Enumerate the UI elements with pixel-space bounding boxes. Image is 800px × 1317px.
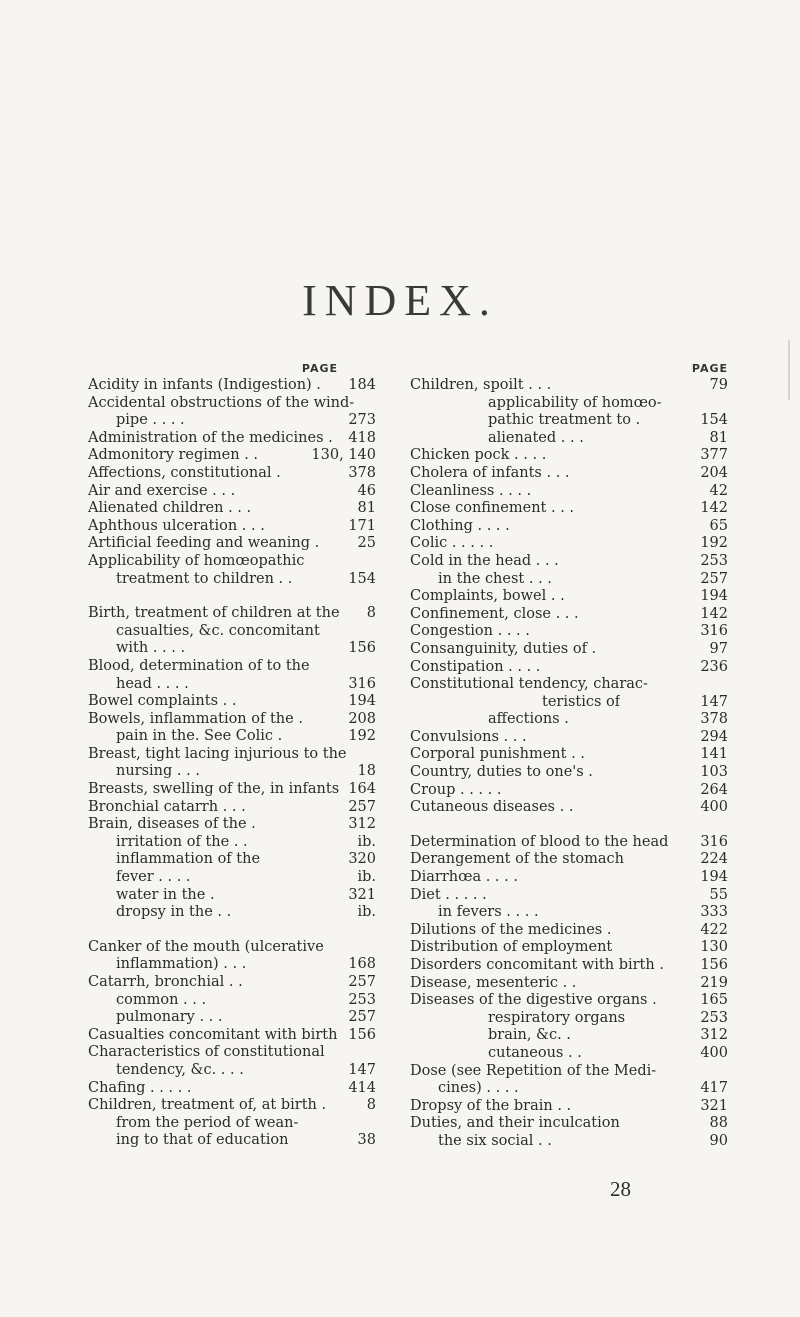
entry-text: fever . . . . — [116, 869, 191, 886]
index-entry — [88, 746, 376, 764]
entry-page-ref: 257 — [700, 570, 728, 587]
index-entry — [88, 553, 376, 571]
entry-text: Croup . . . . . — [410, 781, 502, 798]
index-entry — [410, 904, 728, 922]
index-entry — [410, 659, 728, 677]
index-entry — [88, 904, 376, 922]
index-entry — [410, 992, 728, 1010]
index-entry — [88, 781, 376, 799]
entry-text: Corporal punishment . . — [410, 746, 585, 763]
entry-page-ref: 154 — [700, 412, 728, 429]
entry-text: Derangement of the stomach — [410, 851, 625, 868]
index-entry — [410, 975, 728, 993]
entry-text: Birth, treatment of children at the — [88, 605, 340, 622]
entry-text: casualties, &c. concomitant — [116, 622, 320, 639]
index-entry — [410, 641, 728, 659]
entry-page-ref: ib. — [357, 833, 376, 850]
index-entry — [88, 693, 376, 711]
index-entry — [88, 535, 376, 553]
entry-page-ref: 257 — [348, 974, 376, 990]
entry-page-ref: 90 — [709, 1132, 728, 1149]
entry-page-ref: 264 — [700, 781, 728, 798]
entry-text: Cholera of infants . . . — [410, 464, 570, 481]
entry-text: in fevers . . . . — [438, 904, 539, 921]
entry-list-left — [88, 377, 376, 1150]
index-entry — [410, 1098, 728, 1116]
entry-text: Affections, constitutional . — [88, 464, 281, 481]
entry-page-ref: 142 — [700, 605, 728, 622]
entry-text: from the period of wean- — [116, 1114, 299, 1131]
entry-text: Applicability of homœopathic — [88, 552, 305, 569]
index-entry — [88, 974, 376, 992]
entry-text: Cleanliness . . . . — [410, 482, 532, 499]
index-entry — [88, 816, 376, 834]
index-entry — [88, 851, 376, 869]
entry-text: Consanguinity, duties of . — [410, 640, 597, 657]
index-entry — [88, 395, 376, 413]
entry-page-ref: 321 — [700, 1097, 728, 1114]
index-entry — [410, 588, 728, 606]
entry-page-ref: ib. — [357, 904, 376, 921]
index-entry — [410, 395, 728, 413]
entry-text: Breast, tight lacing injurious to the — [88, 745, 347, 762]
index-entry — [410, 887, 728, 905]
entry-text: applicability of homœo- — [488, 394, 662, 411]
index-entry — [88, 1097, 376, 1115]
index-entry — [88, 834, 376, 852]
entry-page-ref: 18 — [357, 763, 376, 780]
entry-page-ref: 194 — [700, 588, 728, 605]
entry-page-ref: 8 — [366, 1097, 376, 1114]
entry-text: brain, &c. . — [488, 1027, 571, 1044]
entry-text: Air and exercise . . . — [88, 482, 236, 499]
entry-page-ref: 219 — [700, 974, 728, 991]
entry-text: pipe . . . . — [116, 412, 185, 429]
entry-text: head . . . . — [116, 675, 189, 692]
entry-page-ref: 257 — [348, 1009, 376, 1026]
index-entry — [410, 799, 728, 817]
entry-text: Blood, determination of to the — [88, 657, 310, 674]
index-entry — [410, 1063, 728, 1081]
entry-text: Duties, and their inculcation — [410, 1115, 620, 1132]
entry-text: inflammation of the — [116, 851, 261, 868]
entry-page-ref: 377 — [700, 447, 728, 464]
entry-text: Bronchial catarrh . . . — [88, 798, 246, 815]
index-entry — [410, 518, 728, 536]
index-entry — [410, 606, 728, 624]
index-entry — [88, 676, 376, 694]
index-entry — [410, 483, 728, 501]
entry-text: Bowels, inflammation of the . — [88, 710, 303, 727]
entry-page-ref: 320 — [348, 851, 376, 868]
entry-page-ref: 38 — [357, 1132, 376, 1149]
entry-text: Casualties concomitant with birth — [88, 1026, 338, 1043]
index-entry — [88, 887, 376, 905]
index-entry — [88, 1009, 376, 1027]
index-entry — [410, 553, 728, 571]
entry-text: Close confinement . . . — [410, 500, 575, 517]
entry-page-ref: 294 — [700, 728, 728, 745]
page-number: 28 — [610, 1177, 631, 1201]
entry-text: Admonitory regimen . . — [88, 447, 259, 464]
index-entry — [88, 465, 376, 483]
index-entry — [410, 623, 728, 641]
index-entry — [410, 869, 728, 887]
index-entry — [410, 782, 728, 800]
entry-text: Cutaneous diseases . . — [410, 799, 574, 816]
entry-page-ref: 208 — [348, 710, 376, 727]
entry-text: Dilutions of the medicines . — [410, 921, 612, 938]
entry-page-ref: 46 — [357, 482, 376, 499]
index-entry — [88, 763, 376, 781]
index-column-left — [88, 360, 376, 1150]
entry-page-ref: 378 — [348, 464, 376, 481]
index-entry — [88, 956, 376, 974]
entry-text: cutaneous . . — [488, 1044, 582, 1061]
index-entry — [88, 377, 376, 395]
entry-text: pain in the. See Colic . — [116, 728, 283, 745]
index-entry — [410, 764, 728, 782]
index-entry — [88, 518, 376, 536]
entry-page-ref: 192 — [348, 728, 376, 745]
index-entry — [410, 729, 728, 747]
index-entry — [88, 992, 376, 1010]
page-title: INDEX. — [302, 276, 498, 325]
entry-page-ref: 65 — [709, 517, 728, 534]
entry-page-ref: 142 — [700, 500, 728, 517]
entry-text: inflammation) . . . — [116, 956, 247, 973]
entry-text: Characteristics of constitutional — [88, 1044, 325, 1061]
index-entry — [410, 1010, 728, 1028]
entry-text: Congestion . . . . — [410, 623, 530, 640]
index-entry — [88, 728, 376, 746]
index-entry — [88, 1044, 376, 1062]
index-entry — [88, 711, 376, 729]
page-edge-mark — [788, 340, 790, 400]
column-page-label: PAGE — [301, 362, 338, 375]
index-entry — [88, 1027, 376, 1045]
entry-page-ref: 194 — [348, 693, 376, 710]
entry-text: Dose (see Repetition of the Medi- — [410, 1062, 657, 1079]
entry-page-ref: 378 — [700, 711, 728, 728]
entry-page-ref: 204 — [700, 464, 728, 481]
index-entry — [88, 640, 376, 658]
entry-text: pathic treatment to . — [488, 412, 641, 429]
entry-page-ref: 400 — [700, 1044, 728, 1061]
entry-text: Alienated children . . . — [88, 500, 252, 517]
entry-text: in the chest . . . — [438, 570, 552, 587]
entry-page-ref: 417 — [700, 1080, 728, 1097]
entry-page-ref: 312 — [700, 1027, 728, 1044]
entry-text: Disorders concomitant with birth . — [410, 957, 664, 973]
index-entry — [410, 465, 728, 483]
entry-list-right — [410, 377, 728, 1151]
entry-page-ref: 194 — [700, 869, 728, 886]
entry-text: Distribution of employment — [410, 939, 613, 956]
entry-text: Diseases of the digestive organs . — [410, 992, 657, 1009]
index-entry — [410, 447, 728, 465]
entry-text: Administration of the medicines . — [88, 429, 333, 446]
index-entry — [410, 1027, 728, 1045]
entry-text: Chicken pock . . . . — [410, 447, 547, 464]
entry-page-ref: 192 — [700, 535, 728, 552]
entry-page-ref: 25 — [357, 535, 376, 552]
entry-page-ref: 55 — [709, 886, 728, 903]
index-entry — [410, 1045, 728, 1063]
entry-text: nursing . . . — [116, 763, 200, 780]
entry-text: Convulsions . . . — [410, 728, 527, 745]
entry-page-ref: 400 — [700, 799, 728, 816]
index-entry — [410, 922, 728, 940]
index-entry — [410, 711, 728, 729]
index-entry — [410, 676, 728, 694]
entry-text: Confinement, close . . . — [410, 605, 579, 622]
index-entry — [88, 605, 376, 623]
entry-text: Diet . . . . . — [410, 886, 487, 903]
index-entry — [410, 834, 728, 852]
entry-page-ref: 147 — [348, 1061, 376, 1078]
entry-page-ref: 88 — [709, 1115, 728, 1132]
entry-page-ref: 103 — [700, 764, 728, 781]
entry-text: Country, duties to one's . — [410, 764, 593, 781]
entry-text: Brain, diseases of the . — [88, 816, 256, 833]
index-entry — [88, 658, 376, 676]
entry-page-ref: 79 — [709, 377, 728, 393]
entry-text: cines) . . . . — [438, 1080, 519, 1097]
entry-text: Cold in the head . . . — [410, 552, 559, 569]
index-entry — [410, 939, 728, 957]
entry-page-ref: 418 — [348, 429, 376, 446]
index-entry — [88, 430, 376, 448]
entry-text: Constitutional tendency, charac- — [410, 676, 648, 693]
index-entry — [410, 1133, 728, 1151]
entry-text: Constipation . . . . — [410, 658, 541, 675]
index-entry — [410, 746, 728, 764]
entry-text: Artificial feeding and weaning . — [88, 535, 320, 552]
entry-page-ref: 81 — [357, 500, 376, 517]
entry-text: with . . . . — [116, 640, 186, 657]
index-entry — [410, 535, 728, 553]
entry-page-ref: 236 — [700, 658, 728, 675]
entry-page-ref: 253 — [348, 991, 376, 1008]
entry-text: teristics of — [542, 693, 621, 710]
entry-page-ref: 168 — [348, 956, 376, 973]
index-column-right — [410, 360, 728, 1151]
entry-page-ref: 321 — [348, 886, 376, 903]
index-entry — [88, 571, 376, 589]
entry-text: Complaints, bowel . . — [410, 588, 565, 605]
entry-page-ref: 253 — [700, 1009, 728, 1026]
entry-page-ref: 156 — [700, 957, 728, 973]
index-entry — [410, 851, 728, 869]
entry-page-ref: 312 — [348, 816, 376, 833]
entry-text: Chafing . . . . . — [88, 1079, 192, 1096]
index-entry — [410, 571, 728, 589]
entry-text: tendency, &c. . . . — [116, 1061, 244, 1078]
index-entry — [88, 412, 376, 430]
index-entry — [88, 869, 376, 887]
index-entry — [410, 500, 728, 518]
entry-text: Children, spoilt . . . — [410, 377, 552, 393]
entry-page-ref: 164 — [348, 781, 376, 798]
entry-text: treatment to children . . — [116, 570, 293, 587]
entry-text: Aphthous ulceration . . . — [88, 517, 265, 534]
entry-page-ref: 97 — [709, 640, 728, 657]
index-entry — [88, 500, 376, 518]
index-entry — [410, 1115, 728, 1133]
index-entry — [410, 430, 728, 448]
entry-page-ref: 130, 140 — [311, 447, 376, 464]
entry-text: alienated . . . — [488, 429, 584, 446]
entry-page-ref: 156 — [348, 1026, 376, 1043]
index-entry — [88, 799, 376, 817]
column-page-label: PAGE — [691, 362, 728, 375]
index-entry — [88, 1115, 376, 1133]
index-entry — [88, 447, 376, 465]
index-entry — [410, 694, 728, 712]
index-entry — [88, 1132, 376, 1150]
entry-page-ref: 141 — [700, 746, 728, 763]
entry-page-ref: 414 — [348, 1079, 376, 1096]
entry-text: ing to that of education — [116, 1132, 289, 1149]
entry-page-ref: 224 — [700, 851, 728, 868]
entry-page-ref: 253 — [700, 552, 728, 569]
index-entry — [410, 957, 728, 975]
entry-text: the six social . . — [438, 1132, 552, 1149]
entry-text: respiratory organs — [488, 1009, 626, 1026]
entry-text: common . . . — [116, 991, 207, 1008]
entry-page-ref: 156 — [348, 640, 376, 657]
entry-page-ref: 154 — [348, 570, 376, 587]
entry-text: water in the . — [116, 886, 215, 903]
entry-page-ref: 316 — [700, 623, 728, 640]
entry-text: affections . — [488, 711, 569, 728]
entry-page-ref: 147 — [700, 693, 728, 710]
entry-text: Diarrhœa . . . . — [410, 869, 518, 886]
entry-page-ref: 165 — [700, 992, 728, 1009]
entry-page-ref: 316 — [348, 675, 376, 692]
index-entry — [88, 939, 376, 957]
entry-text: Disease, mesenteric . . — [410, 974, 577, 991]
entry-page-ref: 422 — [700, 921, 728, 938]
entry-page-ref: 316 — [700, 833, 728, 850]
entry-page-ref: 333 — [700, 904, 728, 921]
entry-text: Dropsy of the brain . . — [410, 1097, 572, 1114]
entry-page-ref: 273 — [348, 412, 376, 429]
index-entry — [88, 1062, 376, 1080]
entry-text: Children, treatment of, at birth . — [88, 1097, 327, 1114]
index-entry — [410, 377, 728, 395]
index-entry — [410, 1080, 728, 1098]
entry-text: Bowel complaints . . — [88, 693, 237, 710]
entry-text: Acidity in infants (Indigestion) . — [88, 377, 321, 393]
entry-page-ref: 257 — [348, 798, 376, 815]
entry-text: Catarrh, bronchial . . — [88, 974, 243, 990]
entry-text: Canker of the mouth (ulcerative — [88, 938, 324, 955]
entry-text: Accidental obstructions of the wind- — [88, 394, 355, 411]
entry-text: Breasts, swelling of the, in infants — [88, 781, 340, 798]
entry-text: Colic . . . . . — [410, 535, 494, 552]
entry-page-ref: 8 — [366, 605, 376, 622]
index-entry — [88, 623, 376, 641]
entry-page-ref: ib. — [357, 869, 376, 886]
entry-page-ref: 130 — [700, 939, 728, 956]
index-entry — [410, 412, 728, 430]
entry-text: Determination of blood to the head — [410, 833, 669, 850]
entry-text: dropsy in the . . — [116, 904, 232, 921]
index-entry — [88, 1080, 376, 1098]
entry-page-ref: 42 — [709, 482, 728, 499]
index-entry — [88, 483, 376, 501]
entry-page-ref: 81 — [709, 429, 728, 446]
entry-page-ref: 171 — [348, 517, 376, 534]
entry-text: irritation of the . . — [116, 833, 248, 850]
entry-text: pulmonary . . . — [116, 1009, 223, 1026]
entry-text: Clothing . . . . — [410, 517, 510, 534]
entry-page-ref: 184 — [348, 377, 376, 393]
